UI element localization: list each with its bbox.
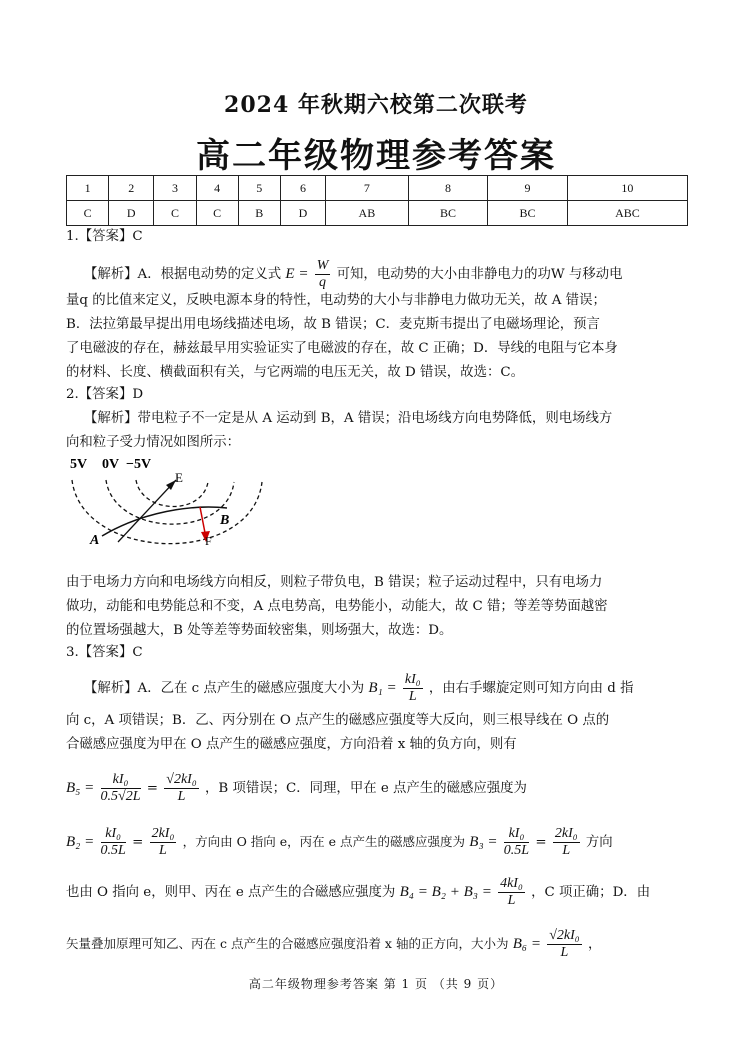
question-number: 3 [154,176,196,201]
q3-text: ，由右手螺旋定则可知方向由 d 指 [428,681,634,696]
potential-label-minus5v: −5V [126,457,152,472]
q3-b1-num: kI₀ [404,672,421,687]
page-footer: 高二年级物理参考答案 第 1 页 （共 9 页） [248,977,504,991]
answer-cell: C [67,201,109,226]
q3-b2-fraction-2 [150,826,177,859]
q3-b3-fraction-1 [504,826,529,859]
q3-b3-equals: = [535,835,547,850]
question-number: 4 [196,176,238,201]
q2-explanation-line-3: 由于电场力方向和电场线方向相反，则粒子带负电，B 错误；粒子运动过程中，只有电场力 [66,575,603,590]
q3-text: ， [587,937,602,952]
q3-b3-den-2: L [562,843,571,858]
equipotential-figure [62,452,282,562]
q3-b4-den: L [507,893,516,908]
q1-fraction [315,258,331,291]
q3-b5-den-2: L [177,789,186,804]
q3-b5-num-2: √2kI₀ [166,772,197,787]
answer-cell: BC [408,201,488,226]
q3-answer-heading: 3.【答案】C [66,645,143,660]
q1-explanation-line-1 [84,258,688,291]
q3-b3-fraction-2 [553,826,580,859]
q2-explanation-line-5: 的位置场强越大，B 处等差等势面较密集，则场强大，故选：D。 [66,623,453,638]
q3-b4-fraction [498,876,525,909]
q3-text: 【解析】A．乙在 c 点产生的磁感应强度大小为 [84,681,365,696]
q3-b1-left: B₁ = [368,680,397,696]
answer-cell: C [154,201,196,226]
q3-b4-num: 4kI₀ [500,876,523,891]
answer-cell: C [196,201,238,226]
q3-b6-num: √2kI₀ [549,928,580,943]
q1-explanation-line-4: 了电磁波的存在，赫兹最早用实验证实了电磁波的存在，故 C 正确；D．导线的电阻与它本身 [66,341,618,356]
answer-cell: ABC [567,201,687,226]
q3-b3-num-2: 2kI₀ [554,826,578,841]
q3-b5-den-1: 0.5√2L [100,789,141,804]
q3-b6-left: B₆ = [512,936,541,952]
q3-b2-fraction-1 [101,826,126,859]
q1-explanation-line-3: B．法拉第最早提出用电场线描述电场，故 B 错误；C．麦克斯韦提出了电磁场理论，预言 [66,317,600,332]
q1-text: 可知，电动势的大小由非静电力的功W 与移动电 [336,267,623,282]
answer-cell: BC [488,201,568,226]
question-number: 7 [326,176,409,201]
q3-b2-num-2: 2kI₀ [151,826,175,841]
q1-formula-left: E = [285,266,309,282]
answer-cell: D [109,201,154,226]
answer-table-number-row [67,176,688,201]
answer-cell: AB [326,201,409,226]
q1-explanation-line-5: 的材料、长度、横截面积有关，与它两端的电压无关，故 D 错误，故选：C。 [66,365,524,380]
q2-answer-heading: 2.【答案】D [66,387,144,402]
q3-b5-fraction-1 [101,772,141,805]
q3-b5-num-1: kI₀ [101,772,141,789]
q2-explanation-line-1: 【解析】带电粒子不一定是从 A 运动到 B，A 错误；沿电场线方向电势降低，则电场线方 [84,411,613,426]
q3-b1-fraction [403,672,423,705]
q3-b2-den-1: 0.5L [100,843,126,858]
q3-formula-b6 [66,926,688,963]
potential-label-0v: 0V [102,457,120,472]
q2-explanation-line-4: 做功，动能和电势能总和不变，A 点电势高，电势能小，动能大，故 C 错；等差等势面越密 [66,599,608,614]
q3-b2-equals: = [132,835,144,850]
label-f: F [205,534,212,548]
q3-b2-num-1: kI₀ [101,826,126,843]
question-number: 6 [280,176,325,201]
exam-subtitle: 高二年级物理参考答案 [196,136,556,176]
q3-b4-left: B₄ = B₂ + B₃ = [399,884,492,900]
q3-b6-fraction [547,928,581,961]
question-number: 9 [488,176,568,201]
q1-fraction-num: W [316,258,329,273]
question-number: 8 [408,176,488,201]
q1-answer-heading: 1.【答案】C [66,229,143,244]
q3-b3-num-1: kI₀ [504,826,529,843]
q3-b2-den-2: L [159,843,167,858]
q1-explanation-line-2: 量q 的比值来定义，反映电源本身的特性，电动势的大小与非静电力做功无关，故 A 错误； [66,293,606,308]
q3-b2-left: B₂ = [66,834,95,850]
potential-label-5v: 5V [70,457,88,472]
q3-b5-left: B₅ = [66,780,95,796]
exam-title: 2024 年秋期六校第二次联考 [224,92,528,118]
answer-cell: D [280,201,325,226]
q3-b5-fraction-2 [164,772,198,805]
q3-b5-equals: = [146,781,158,796]
q3-formula-b4 [66,874,688,911]
label-a: A [90,533,100,548]
question-number: 2 [109,176,154,201]
q3-b3-left: B₃ = [469,834,498,850]
q3-text: ，C 项正确；D．由 [531,885,651,900]
answer-table [66,175,688,226]
q3-explanation-line-3: 合磁感应强度为甲在 O 点产生的磁感应强度，方向沿着 x 轴的负方向，则有 [66,737,517,752]
q3-explanation-line-2: 向 c，A 项错误；B．乙、丙分别在 O 点产生的磁感应强度等大反向，则三根导线在 O 点的 [66,713,610,728]
q1-text: 【解析】A．根据电动势的定义式 [84,267,282,282]
question-number: 5 [238,176,280,201]
label-e: E [175,470,183,485]
q3-text: ，B 项错误；C．同理，甲在 e 点产生的磁感应强度为 [204,781,527,796]
answer-table-answer-row [67,201,688,226]
q3-b6-den: L [560,945,569,960]
q3-text: ，方向由 O 指向 e，丙在 e 点产生的磁感应强度为 [182,834,466,849]
q3-explanation-line-1 [84,672,688,705]
q3-text: 也由 O 指向 e，则甲、丙在 e 点产生的合磁感应强度为 [66,885,396,900]
q3-formula-b2-b3 [66,824,688,861]
label-b: B [220,513,230,528]
q3-text: 方向 [585,835,613,850]
answer-cell: B [238,201,280,226]
question-number: 1 [67,176,109,201]
q3-formula-b5 [66,770,688,807]
q3-b1-den: L [408,689,417,704]
q3-text: 矢量叠加原理可知乙、丙在 c 点产生的合磁感应强度沿着 x 轴的正方向，大小为 [66,936,509,951]
q2-explanation-line-2: 向和粒子受力情况如图所示： [66,435,241,450]
q3-b3-den-1: 0.5L [503,843,530,858]
question-number: 10 [567,176,687,201]
q1-fraction-den: q [319,275,327,290]
